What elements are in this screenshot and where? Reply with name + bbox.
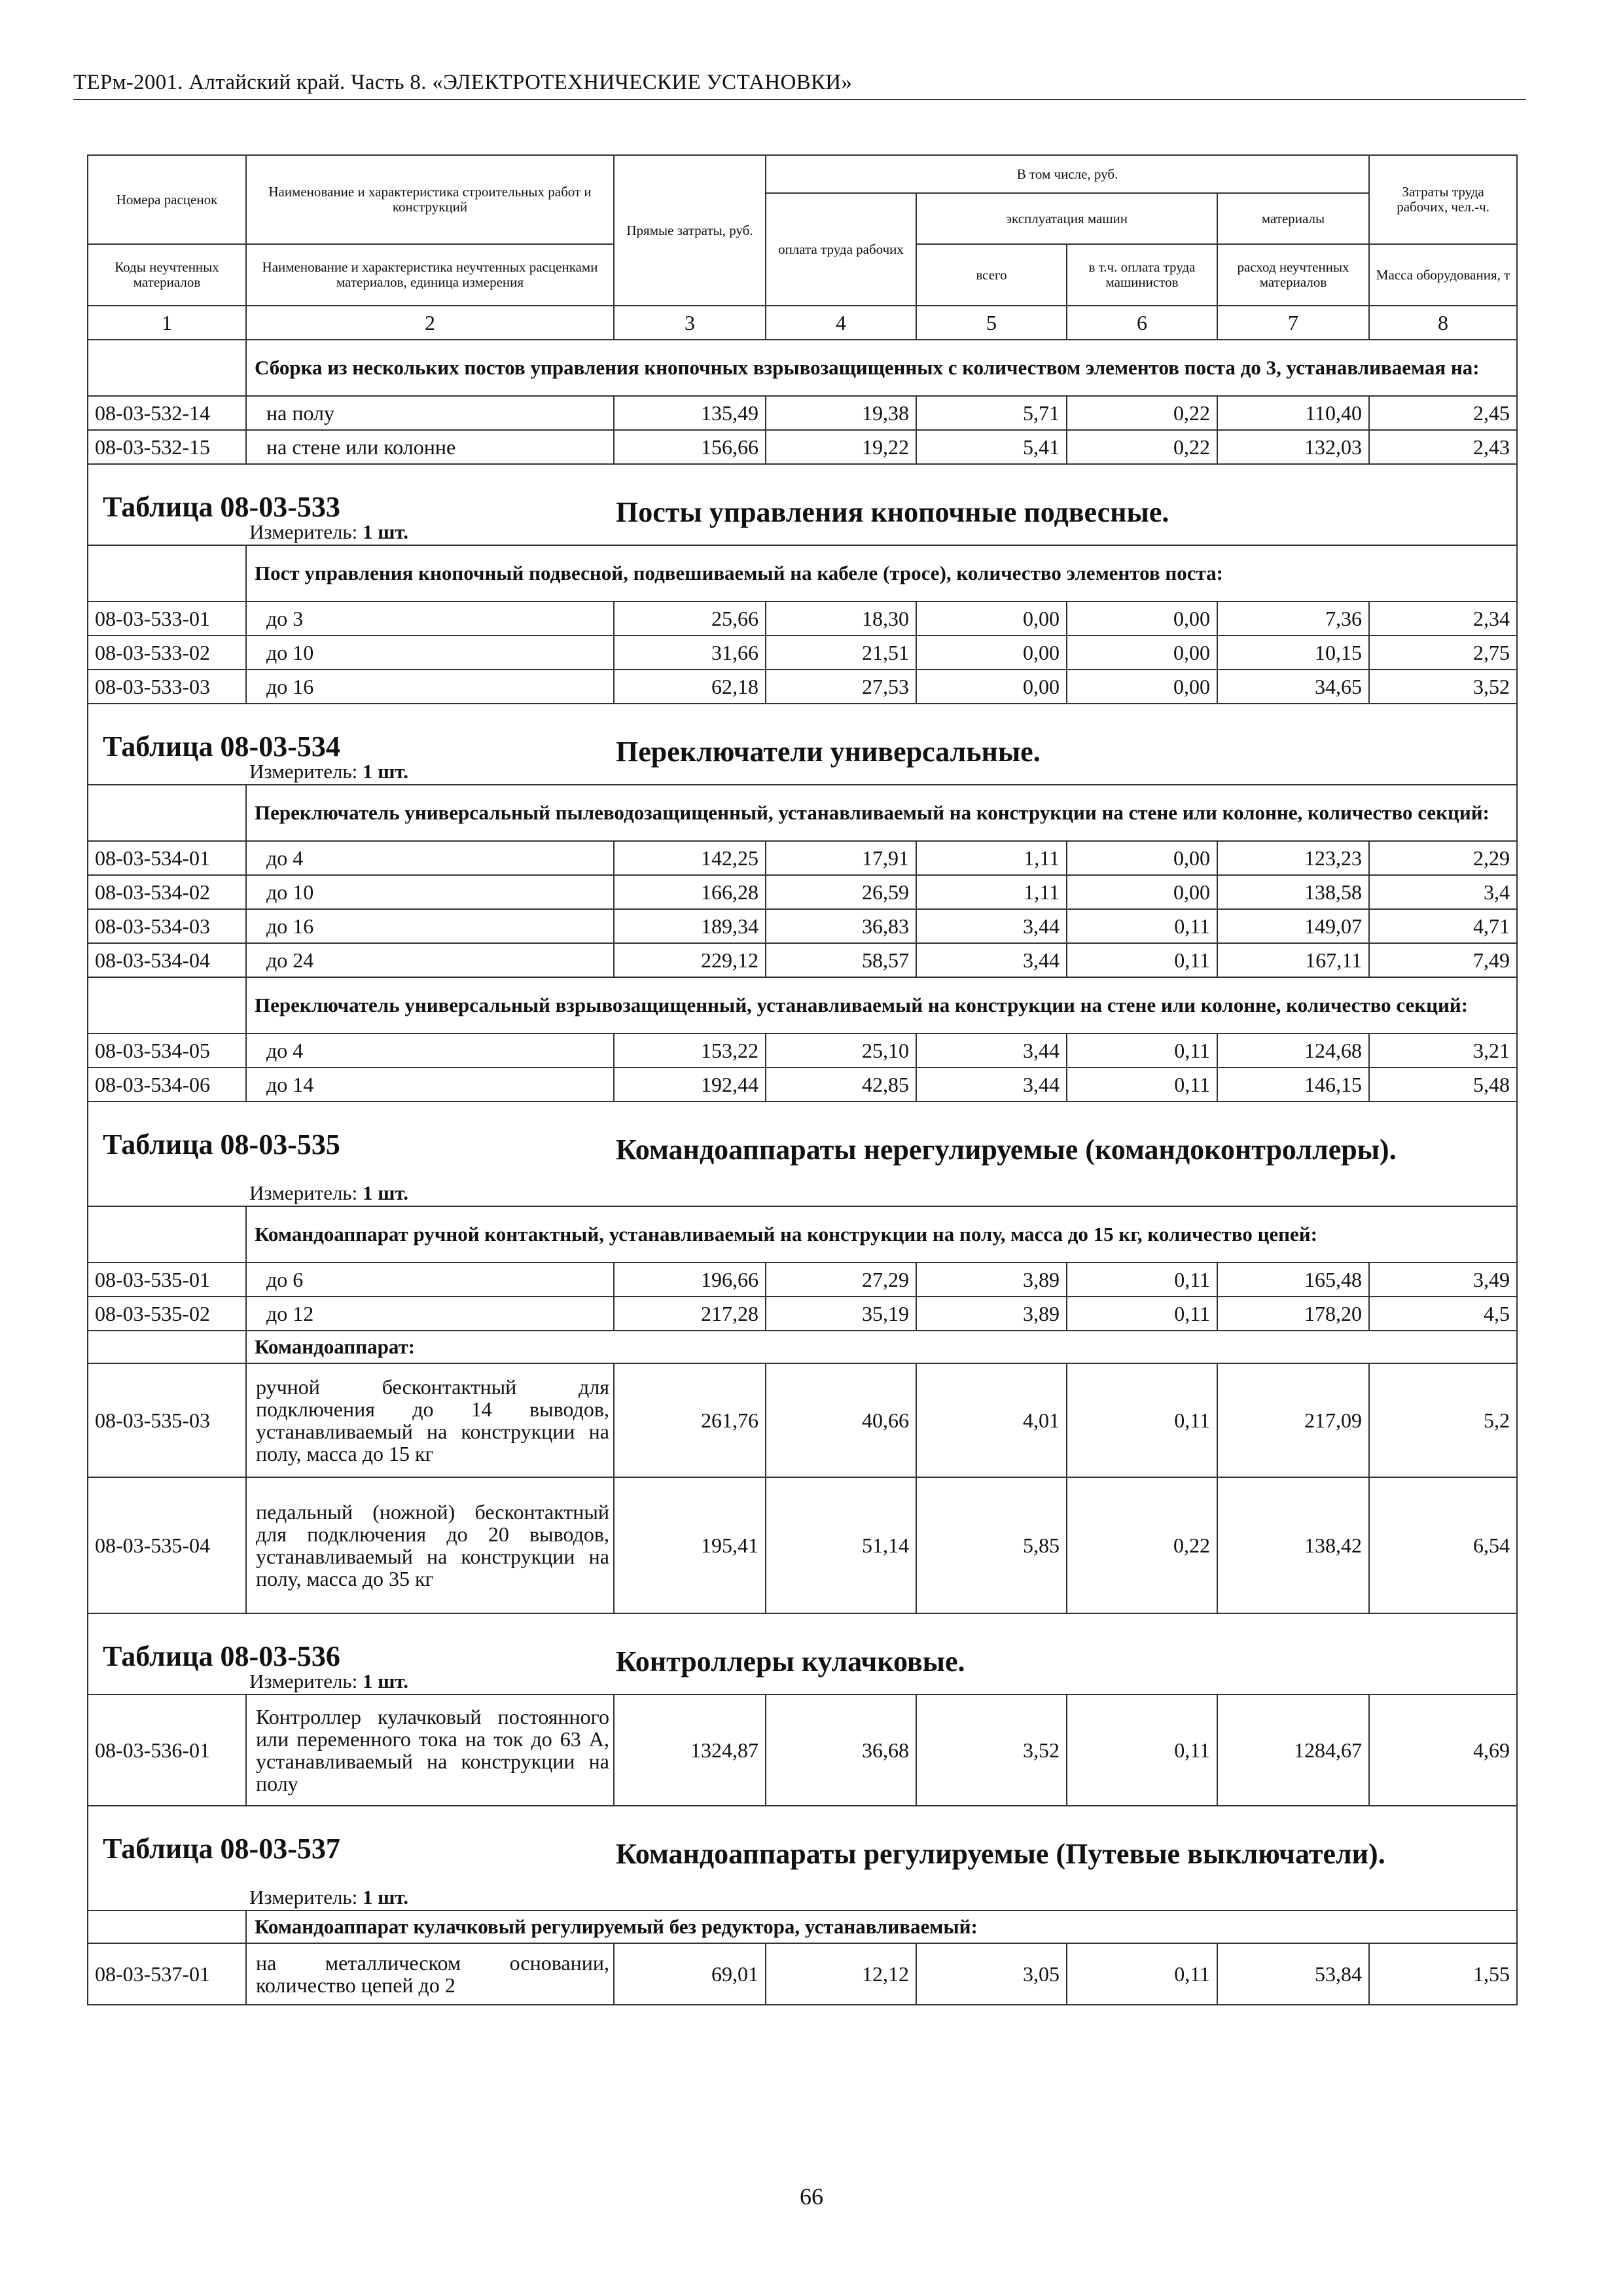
table-title-row	[88, 464, 1517, 545]
column-index: 3	[614, 306, 766, 340]
table-number: Таблица 08-03-534	[103, 730, 340, 762]
unit-of-measure: Измеритель: 1 шт.	[249, 1181, 409, 1204]
head-unaccounted-materials: расход неучтенных материалов	[1217, 244, 1369, 306]
labor-costs: 2,45	[1369, 396, 1517, 430]
labor-costs: 4,5	[1369, 1297, 1517, 1331]
machine-total: 0,00	[916, 601, 1067, 636]
rate-name: на металлическом основании, количество цепей до 2	[246, 1943, 614, 2005]
rate-code: 08-03-535-01	[88, 1263, 246, 1297]
materials: 165,48	[1217, 1263, 1369, 1297]
machinist-pay: 0,11	[1067, 943, 1217, 977]
page-number: 66	[800, 2183, 823, 2210]
labor-costs: 4,71	[1369, 909, 1517, 943]
direct-costs: 261,76	[614, 1363, 766, 1477]
head-material-codes: Коды неучтенных материалов	[88, 244, 246, 306]
direct-costs: 1324,87	[614, 1695, 766, 1806]
table-row	[88, 841, 1517, 875]
unit-of-measure: Измеритель: 1 шт.	[249, 1886, 409, 1909]
head-materials: материалы	[1217, 193, 1369, 244]
labor-costs: 7,49	[1369, 943, 1517, 977]
rate-code: 08-03-534-03	[88, 909, 246, 943]
rate-code: 08-03-534-01	[88, 841, 246, 875]
table-name: Контроллеры кулачковые.	[616, 1645, 965, 1677]
materials: 7,36	[1217, 601, 1369, 636]
machine-total: 1,11	[916, 875, 1067, 909]
materials: 110,40	[1217, 396, 1369, 430]
table-title-row	[88, 1102, 1517, 1206]
worker-pay: 21,51	[766, 636, 916, 670]
materials: 132,03	[1217, 430, 1369, 464]
table-title-row	[88, 704, 1517, 785]
table-number: Таблица 08-03-536	[103, 1640, 340, 1672]
rate-code: 08-03-535-02	[88, 1297, 246, 1331]
column-index: 5	[916, 306, 1067, 340]
labor-costs: 2,75	[1369, 636, 1517, 670]
direct-costs: 156,66	[614, 430, 766, 464]
table-row	[88, 875, 1517, 909]
machine-total: 5,85	[916, 1477, 1067, 1613]
rate-name: до 6	[246, 1263, 614, 1297]
rate-name: до 16	[246, 670, 614, 704]
table-row	[88, 1067, 1517, 1102]
table-name: Командоаппараты регулируемые (Путевые выключатели).	[616, 1838, 1385, 1870]
labor-costs: 3,49	[1369, 1263, 1517, 1297]
rate-name: до 4	[246, 1033, 614, 1067]
group-heading: Командоаппарат ручной контактный, устанавливаемый на конструкции на полу, масса до 15 кг, количество цепей:	[246, 1206, 1517, 1263]
column-index: 2	[246, 306, 614, 340]
table-name: Посты управления кнопочные подвесные.	[616, 496, 1169, 528]
labor-costs: 5,2	[1369, 1363, 1517, 1477]
group-heading-row	[88, 1331, 1517, 1363]
direct-costs: 142,25	[614, 841, 766, 875]
materials: 138,58	[1217, 875, 1369, 909]
materials: 124,68	[1217, 1033, 1369, 1067]
table-row	[88, 1943, 1517, 2005]
worker-pay: 17,91	[766, 841, 916, 875]
head-machinist-pay: в т.ч. оплата труда машинистов	[1067, 244, 1217, 306]
labor-costs: 2,43	[1369, 430, 1517, 464]
group-heading: Сборка из нескольких постов управления кнопочных взрывозащищенных с количеством элементов поста до 3, устанавливаемая на:	[246, 340, 1517, 396]
worker-pay: 58,57	[766, 943, 916, 977]
table-number: Таблица 08-03-535	[103, 1128, 340, 1160]
machine-total: 3,44	[916, 1067, 1067, 1102]
head-work-name: Наименование и характеристика строительных работ и конструкций	[246, 155, 614, 244]
machinist-pay: 0,11	[1067, 1943, 1217, 2005]
machine-total: 3,89	[916, 1263, 1067, 1297]
group-heading: Командоаппарат кулачковый регулируемый без редуктора, устанавливаемый:	[246, 1910, 1517, 1943]
machinist-pay: 0,11	[1067, 1067, 1217, 1102]
labor-costs: 1,55	[1369, 1943, 1517, 2005]
table-row	[88, 1297, 1517, 1331]
machinist-pay: 0,11	[1067, 909, 1217, 943]
group-heading-row	[88, 785, 1517, 841]
direct-costs: 195,41	[614, 1477, 766, 1613]
column-index: 8	[1369, 306, 1517, 340]
direct-costs: 25,66	[614, 601, 766, 636]
column-index: 7	[1217, 306, 1369, 340]
machine-total: 3,44	[916, 1033, 1067, 1067]
labor-costs: 3,4	[1369, 875, 1517, 909]
table-row	[88, 670, 1517, 704]
group-heading-row	[88, 1910, 1517, 1943]
rate-code: 08-03-535-03	[88, 1363, 246, 1477]
machinist-pay: 0,11	[1067, 1263, 1217, 1297]
machinist-pay: 0,11	[1067, 1695, 1217, 1806]
machinist-pay: 0,22	[1067, 430, 1217, 464]
machine-total: 3,89	[916, 1297, 1067, 1331]
head-equipment-mass: Масса оборудования, т	[1369, 244, 1517, 306]
worker-pay: 12,12	[766, 1943, 916, 2005]
materials: 217,09	[1217, 1363, 1369, 1477]
direct-costs: 62,18	[614, 670, 766, 704]
worker-pay: 25,10	[766, 1033, 916, 1067]
machine-total: 3,44	[916, 943, 1067, 977]
running-header: ТЕРм-2001. Алтайский край. Часть 8. «ЭЛЕКТРОТЕХНИЧЕСКИЕ УСТАНОВКИ»	[73, 71, 1526, 100]
materials: 146,15	[1217, 1067, 1369, 1102]
materials: 1284,67	[1217, 1695, 1369, 1806]
head-worker-pay: оплата труда рабочих	[766, 193, 916, 306]
rate-code: 08-03-534-04	[88, 943, 246, 977]
worker-pay: 27,53	[766, 670, 916, 704]
direct-costs: 196,66	[614, 1263, 766, 1297]
group-heading-row	[88, 340, 1517, 396]
group-heading-row	[88, 977, 1517, 1033]
machine-total: 3,44	[916, 909, 1067, 943]
head-material-names: Наименование и характеристика неучтенных расценками материалов, единица измерения	[246, 244, 614, 306]
table-row	[88, 1033, 1517, 1067]
rate-name: на полу	[246, 396, 614, 430]
unit-of-measure: Измеритель: 1 шт.	[249, 760, 409, 783]
rate-name: до 12	[246, 1297, 614, 1331]
rate-name: до 10	[246, 636, 614, 670]
head-including: В том числе, руб.	[766, 155, 1369, 193]
table-row	[88, 1477, 1517, 1613]
group-heading-row	[88, 545, 1517, 601]
direct-costs: 31,66	[614, 636, 766, 670]
rate-name: на стене или колонне	[246, 430, 614, 464]
direct-costs: 189,34	[614, 909, 766, 943]
materials: 34,65	[1217, 670, 1369, 704]
table-number: Таблица 08-03-533	[103, 491, 340, 523]
table-number: Таблица 08-03-537	[103, 1833, 340, 1865]
table-row	[88, 909, 1517, 943]
direct-costs: 135,49	[614, 396, 766, 430]
rate-code: 08-03-534-06	[88, 1067, 246, 1102]
direct-costs: 166,28	[614, 875, 766, 909]
table-row	[88, 636, 1517, 670]
labor-costs: 4,69	[1369, 1695, 1517, 1806]
rate-name: до 14	[246, 1067, 614, 1102]
labor-costs: 2,34	[1369, 601, 1517, 636]
direct-costs: 217,28	[614, 1297, 766, 1331]
materials: 149,07	[1217, 909, 1369, 943]
rate-code: 08-03-533-03	[88, 670, 246, 704]
rate-code: 08-03-534-02	[88, 875, 246, 909]
worker-pay: 51,14	[766, 1477, 916, 1613]
rate-name: ручной бесконтактный для подключения до 14 выводов, устанавливаемый на конструкции на полу, масса до 15 кг	[246, 1363, 614, 1477]
unit-of-measure: Измеритель: 1 шт.	[249, 520, 409, 543]
direct-costs: 153,22	[614, 1033, 766, 1067]
worker-pay: 35,19	[766, 1297, 916, 1331]
table-row	[88, 943, 1517, 977]
worker-pay: 36,83	[766, 909, 916, 943]
materials: 10,15	[1217, 636, 1369, 670]
head-labor-costs: Затраты труда рабочих, чел.-ч.	[1369, 155, 1517, 244]
machinist-pay: 0,00	[1067, 670, 1217, 704]
rate-code: 08-03-533-02	[88, 636, 246, 670]
materials: 123,23	[1217, 841, 1369, 875]
table-row	[88, 1363, 1517, 1477]
rate-code: 08-03-537-01	[88, 1943, 246, 2005]
table-row	[88, 430, 1517, 464]
rate-code: 08-03-535-04	[88, 1477, 246, 1613]
rate-name: до 4	[246, 841, 614, 875]
machinist-pay: 0,11	[1067, 1297, 1217, 1331]
unit-of-measure: Измеритель: 1 шт.	[249, 1670, 409, 1693]
materials: 167,11	[1217, 943, 1369, 977]
worker-pay: 42,85	[766, 1067, 916, 1102]
machine-total: 4,01	[916, 1363, 1067, 1477]
table-row	[88, 601, 1517, 636]
machinist-pay: 0,22	[1067, 1477, 1217, 1613]
group-heading: Переключатель универсальный пылеводозащищенный, устанавливаемый на конструкции на стене или колонне, количество секций:	[246, 785, 1517, 841]
worker-pay: 19,38	[766, 396, 916, 430]
materials: 178,20	[1217, 1297, 1369, 1331]
machine-total: 0,00	[916, 670, 1067, 704]
group-heading-row	[88, 1206, 1517, 1263]
worker-pay: 40,66	[766, 1363, 916, 1477]
direct-costs: 192,44	[614, 1067, 766, 1102]
labor-costs: 3,21	[1369, 1033, 1517, 1067]
head-machine-total: всего	[916, 244, 1067, 306]
materials: 53,84	[1217, 1943, 1369, 2005]
machine-total: 1,11	[916, 841, 1067, 875]
materials: 138,42	[1217, 1477, 1369, 1613]
rate-name: до 10	[246, 875, 614, 909]
machinist-pay: 0,11	[1067, 1033, 1217, 1067]
head-machine-ops: эксплуатация машин	[916, 193, 1217, 244]
direct-costs: 69,01	[614, 1943, 766, 2005]
column-index-row	[88, 306, 1517, 340]
machinist-pay: 0,22	[1067, 396, 1217, 430]
machine-total: 3,05	[916, 1943, 1067, 2005]
table-title-row	[88, 1613, 1517, 1695]
machinist-pay: 0,00	[1067, 875, 1217, 909]
labor-costs: 6,54	[1369, 1477, 1517, 1613]
direct-costs: 229,12	[614, 943, 766, 977]
rate-code: 08-03-536-01	[88, 1695, 246, 1806]
group-heading: Командоаппарат:	[246, 1331, 1517, 1363]
rate-name: педальный (ножной) бесконтактный для подключения до 20 выводов, устанавливаемый на конструкции на полу, масса до 35 кг	[246, 1477, 614, 1613]
group-heading: Пост управления кнопочный подвесной, подвешиваемый на кабеле (тросе), количество элементов поста:	[246, 545, 1517, 601]
machinist-pay: 0,00	[1067, 636, 1217, 670]
worker-pay: 27,29	[766, 1263, 916, 1297]
machine-total: 5,71	[916, 396, 1067, 430]
worker-pay: 18,30	[766, 601, 916, 636]
worker-pay: 19,22	[766, 430, 916, 464]
machine-total: 3,52	[916, 1695, 1067, 1806]
column-index: 4	[766, 306, 916, 340]
labor-costs: 2,29	[1369, 841, 1517, 875]
table-row	[88, 1263, 1517, 1297]
machinist-pay: 0,00	[1067, 841, 1217, 875]
worker-pay: 26,59	[766, 875, 916, 909]
machine-total: 0,00	[916, 636, 1067, 670]
rate-name: до 24	[246, 943, 614, 977]
column-index: 1	[88, 306, 246, 340]
machine-total: 5,41	[916, 430, 1067, 464]
rate-code: 08-03-533-01	[88, 601, 246, 636]
worker-pay: 36,68	[766, 1695, 916, 1806]
labor-costs: 3,52	[1369, 670, 1517, 704]
machinist-pay: 0,11	[1067, 1363, 1217, 1477]
table-name: Командоаппараты нерегулируемые (командоконтроллеры).	[616, 1134, 1397, 1166]
rate-name: до 3	[246, 601, 614, 636]
group-heading: Переключатель универсальный взрывозащищенный, устанавливаемый на конструкции на стене или колонне, количество секций:	[246, 977, 1517, 1033]
head-rate-numbers: Номера расценок	[88, 155, 246, 244]
table-row	[88, 1695, 1517, 1806]
rates-table	[87, 154, 1518, 2005]
machinist-pay: 0,00	[1067, 601, 1217, 636]
labor-costs: 5,48	[1369, 1067, 1517, 1102]
head-direct-costs: Прямые затраты, руб.	[614, 155, 766, 306]
table-title-row	[88, 1806, 1517, 1910]
rate-code: 08-03-534-05	[88, 1033, 246, 1067]
table-row	[88, 396, 1517, 430]
rate-name: до 16	[246, 909, 614, 943]
rate-name: Контроллер кулачковый постоянного или переменного тока на ток до 63 А, устанавливаемый на конструкции на полу	[246, 1695, 614, 1806]
rate-code: 08-03-532-14	[88, 396, 246, 430]
column-index: 6	[1067, 306, 1217, 340]
table-name: Переключатели универсальные.	[616, 736, 1041, 768]
rate-code: 08-03-532-15	[88, 430, 246, 464]
